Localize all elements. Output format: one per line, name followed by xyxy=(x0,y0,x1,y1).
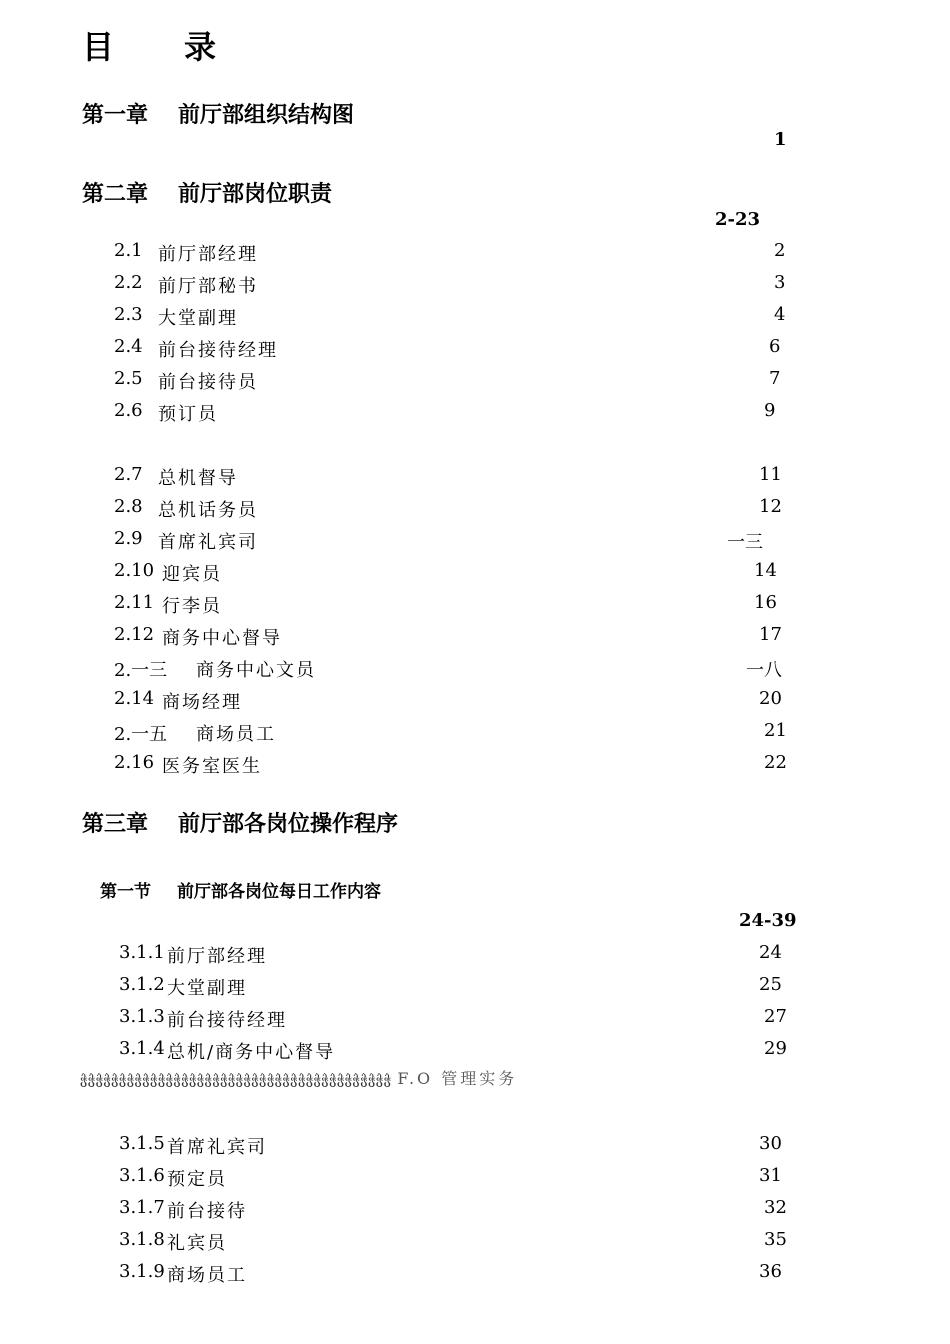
entry-label: 迎宾员 xyxy=(162,564,222,585)
entry-label: 商务中心文员 xyxy=(196,660,316,681)
entry-label: 前厅部经理 xyxy=(167,946,267,967)
entry-number: 2.3 xyxy=(114,304,143,325)
toc-entry-2-9[interactable] xyxy=(114,528,258,553)
entry-label: 首席礼宾司 xyxy=(167,1137,267,1158)
toc-entry-3-1-9[interactable] xyxy=(119,1261,247,1286)
entry-label: 医务室医生 xyxy=(162,756,262,777)
entry-label: 总机/商务中心督导 xyxy=(167,1042,336,1063)
entry-number: 2.7 xyxy=(114,464,143,485)
entry-number: 2.14 xyxy=(114,688,155,709)
entry-page: 25 xyxy=(759,974,782,995)
entry-page: 一三 xyxy=(727,532,763,553)
entry-number: 2.2 xyxy=(114,272,143,293)
entry-page: 32 xyxy=(764,1197,787,1218)
page-title: 目 录 xyxy=(82,28,219,66)
entry-label: 前厅部秘书 xyxy=(158,276,258,297)
entry-label: 前台接待 xyxy=(167,1201,247,1222)
entry-number: 2.一三 xyxy=(114,660,168,681)
entry-number: 3.1.5 xyxy=(119,1133,165,1154)
entry-number: 3.1.7 xyxy=(119,1197,165,1218)
chapter-title: 前厅部各岗位操作程序 xyxy=(178,811,399,837)
toc-entry-3-1-2[interactable] xyxy=(119,974,247,999)
toc-entry-3-1-1[interactable] xyxy=(119,942,267,967)
entry-page: 30 xyxy=(759,1133,782,1154)
entry-page: 17 xyxy=(759,624,782,645)
entry-page: 21 xyxy=(764,720,787,741)
entry-page: 31 xyxy=(759,1165,782,1186)
toc-entry-2-14[interactable] xyxy=(114,688,242,713)
entry-label: 商务中心督导 xyxy=(162,628,282,649)
entry-number: 2.11 xyxy=(114,592,155,613)
entry-page: 20 xyxy=(759,688,782,709)
entry-page: 14 xyxy=(754,560,777,581)
entry-label: 前台接待经理 xyxy=(167,1010,287,1031)
entry-number: 2.1 xyxy=(114,240,143,261)
toc-entry-3-1-3[interactable] xyxy=(119,1006,287,1031)
entry-label: 商场员工 xyxy=(167,1265,247,1286)
chapter-title: 前厅部组织结构图 xyxy=(178,102,355,128)
ribbon-ornament: ჭჭჭჭჭჭჭჭჭჭჭჭჭჭჭჭჭჭჭჭჭჭჭჭჭჭჭჭჭჭჭჭჭჭჭჭჭჭჭჭ xyxy=(80,1073,392,1088)
entry-page: 6 xyxy=(769,336,781,357)
entry-label: 大堂副理 xyxy=(167,978,247,999)
entry-page: 12 xyxy=(759,496,782,517)
entry-page: 11 xyxy=(759,464,782,485)
toc-entry-2-3[interactable] xyxy=(114,304,238,329)
entry-number: 2.一五 xyxy=(114,724,168,745)
entry-label: 商场员工 xyxy=(196,724,276,745)
entry-label: 前厅部经理 xyxy=(158,244,258,265)
entry-label: 首席礼宾司 xyxy=(158,532,258,553)
entry-page: 7 xyxy=(769,368,781,389)
section-title: 前厅部各岗位每日工作内容 xyxy=(177,882,381,902)
entry-number: 3.1.8 xyxy=(119,1229,165,1250)
chapter-number: 第三章 xyxy=(82,811,149,837)
entry-page: 2 xyxy=(774,240,786,261)
chapter-2-pages: 2-23 xyxy=(715,209,761,230)
entry-number: 2.16 xyxy=(114,752,155,773)
entry-label: 礼宾员 xyxy=(167,1233,227,1254)
entry-number: 3.1.4 xyxy=(119,1038,165,1059)
entry-page: 4 xyxy=(774,304,786,325)
toc-entry-3-1-5[interactable] xyxy=(119,1133,267,1158)
entry-number: 2.6 xyxy=(114,400,143,421)
toc-entry-2-12[interactable] xyxy=(114,624,282,649)
ribbon-label: F.O 管理实务 xyxy=(397,1069,518,1088)
toc-entry-2-10[interactable] xyxy=(114,560,222,585)
entry-label: 前台接待经理 xyxy=(158,340,278,361)
toc-entry-2-1[interactable] xyxy=(114,240,258,265)
toc-entry-2-15[interactable] xyxy=(114,720,276,746)
entry-page: 29 xyxy=(764,1038,787,1059)
entry-number: 2.5 xyxy=(114,368,143,389)
entry-label: 预订员 xyxy=(158,404,218,425)
toc-entry-2-8[interactable] xyxy=(114,496,258,521)
toc-entry-2-13[interactable] xyxy=(114,656,316,682)
entry-page: 9 xyxy=(764,400,776,421)
entry-number: 3.1.3 xyxy=(119,1006,165,1027)
toc-entry-3-1-4[interactable] xyxy=(119,1038,336,1063)
entry-page: 3 xyxy=(774,272,786,293)
toc-entry-2-4[interactable] xyxy=(114,336,278,361)
toc-entry-2-7[interactable] xyxy=(114,464,238,489)
chapter-3[interactable] xyxy=(82,807,398,838)
entry-page: 22 xyxy=(764,752,787,773)
toc-entry-2-2[interactable] xyxy=(114,272,258,297)
toc-entry-2-5[interactable] xyxy=(114,368,258,393)
toc-entry-3-1-7[interactable] xyxy=(119,1197,247,1222)
entry-page: 36 xyxy=(759,1261,782,1282)
entry-number: 2.12 xyxy=(114,624,155,645)
section-1-pages: 24-39 xyxy=(739,910,797,931)
entry-number: 3.1.2 xyxy=(119,974,165,995)
entry-label: 总机话务员 xyxy=(158,500,258,521)
entry-number: 2.10 xyxy=(114,560,155,581)
entry-number: 3.1.1 xyxy=(119,942,165,963)
chapter-number: 第二章 xyxy=(82,181,149,207)
entry-page: 16 xyxy=(754,592,777,613)
chapter-2[interactable] xyxy=(82,177,332,208)
chapter-1[interactable] xyxy=(82,98,354,129)
entry-label: 总机督导 xyxy=(158,468,238,489)
toc-entry-3-1-8[interactable] xyxy=(119,1229,227,1254)
chapter-1-pages: 1 xyxy=(774,129,787,150)
entry-number: 2.9 xyxy=(114,528,143,549)
entry-number: 3.1.9 xyxy=(119,1261,165,1282)
entry-number: 3.1.6 xyxy=(119,1165,165,1186)
entry-label: 商场经理 xyxy=(162,692,242,713)
chapter-number: 第一章 xyxy=(82,102,149,128)
entry-page: 24 xyxy=(759,942,782,963)
toc-entry-2-6[interactable] xyxy=(114,400,218,425)
entry-page: 一八 xyxy=(746,660,782,681)
entry-page: 35 xyxy=(764,1229,787,1250)
toc-entry-2-16[interactable] xyxy=(114,752,262,777)
entry-number: 2.4 xyxy=(114,336,143,357)
entry-label: 前台接待员 xyxy=(158,372,258,393)
chapter-title: 前厅部岗位职责 xyxy=(178,181,333,207)
toc-entry-3-1-6[interactable] xyxy=(119,1165,227,1190)
entry-page: 27 xyxy=(764,1006,787,1027)
entry-label: 行李员 xyxy=(162,596,222,617)
toc-entry-2-11[interactable] xyxy=(114,592,222,617)
section-1[interactable] xyxy=(100,877,381,902)
page-header-ribbon xyxy=(80,1066,517,1089)
entry-label: 大堂副理 xyxy=(158,308,238,329)
section-number: 第一节 xyxy=(100,882,151,902)
entry-number: 2.8 xyxy=(114,496,143,517)
entry-label: 预定员 xyxy=(167,1169,227,1190)
